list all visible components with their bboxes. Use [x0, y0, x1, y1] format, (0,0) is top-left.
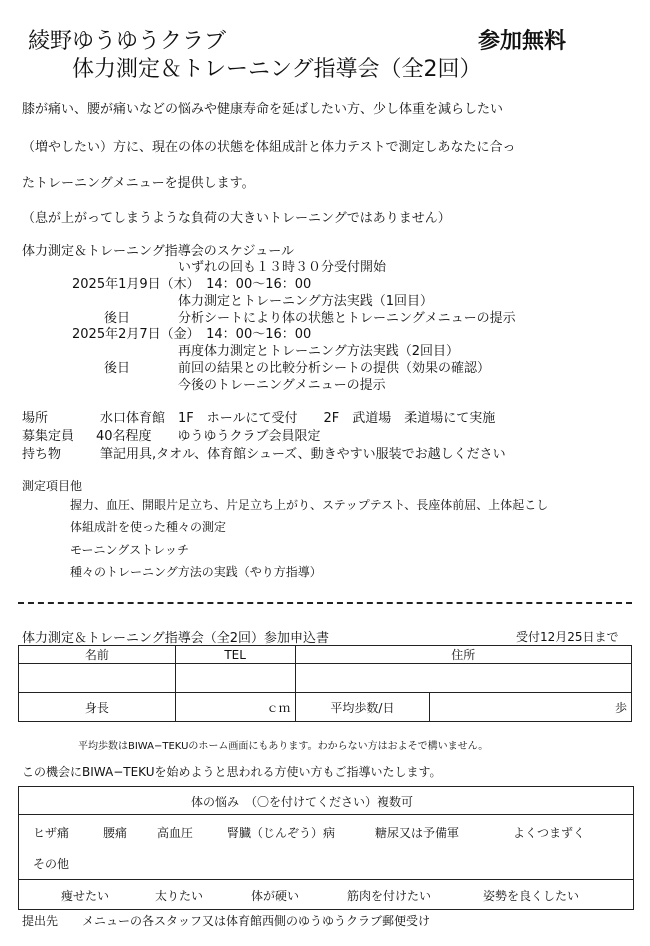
form-title: 体力測定＆トレーニング指導会（全2回）参加申込書: [22, 631, 330, 646]
concern-trip[interactable]: よくつまずく: [513, 826, 586, 840]
tel-field[interactable]: [175, 664, 295, 693]
measurements-line-4: 種々のトレーニング方法の実践（やり方指導）: [70, 565, 322, 579]
submit-info: 提出先 メニューの各スタッフ又は体育館西側のゆうゆうクラブ郵便受け: [22, 914, 431, 928]
intro-line-1: 膝が痛い、腰が痛いなどの悩みや健康寿命を延ばしたい方、少し体重を減らしたい: [22, 102, 504, 117]
concerns-box: [18, 786, 634, 910]
concern-muscle[interactable]: 筋肉を付けたい: [347, 889, 432, 903]
intro-line-3: たトレーニングメニューを提供します。: [22, 176, 255, 191]
height-field[interactable]: [175, 693, 295, 722]
place-value: 水口体育館 1F ホールにて受付 2F 武道場 柔道場にて実施: [100, 411, 496, 426]
application-form-table: [18, 645, 632, 722]
concern-back-pain[interactable]: 腰痛: [103, 826, 128, 840]
schedule-heading: 体力測定＆トレーニング指導会のスケジュール: [22, 244, 294, 259]
concern-stiff[interactable]: 体が硬い: [251, 889, 300, 903]
club-name: 綾野ゆうゆうクラブ: [28, 29, 227, 54]
steps-note: 平均歩数はBIWA−TEKUのホーム画面にもあります。わからない方はおよそで構いません。: [78, 741, 489, 752]
schedule-later-1-label: 後日: [104, 311, 131, 326]
header-name: 名前: [19, 646, 176, 664]
biwateku-note: この機会にBIWA−TEKUを始めようと思われる方使い方もご指導いたします。: [22, 765, 442, 779]
concern-other[interactable]: その他: [33, 857, 70, 871]
cut-line: [18, 602, 632, 604]
schedule-reception: いずれの回も１３時３０分受付開始: [178, 260, 387, 275]
schedule-date-1: 2025年1月9日（木） 14：00〜16：00: [72, 277, 312, 292]
steps-label: 平均歩数/日: [295, 693, 430, 722]
intro-note: （息が上がってしまうような負荷の大きいトレーニングではありません）: [22, 211, 451, 226]
intro-line-2: （増やしたい）方に、現在の体の状態を体組成計と体力テストで測定しあなたに合っ: [22, 140, 516, 155]
steps-field[interactable]: [430, 693, 632, 722]
free-badge: 参加無料: [478, 29, 567, 54]
schedule-later-1-desc: 分析シートにより体の状態とトレーニングメニューの提示: [178, 311, 516, 326]
concern-diabetes[interactable]: 糖尿又は予備軍: [375, 826, 460, 840]
header-address: 住所: [295, 646, 631, 664]
schedule-date-1-desc: 体力測定とトレーニング方法実践（1回目）: [178, 294, 434, 309]
concern-blood-pressure[interactable]: 高血圧: [157, 826, 194, 840]
height-unit: ｃｍ: [266, 700, 291, 715]
items-label: 持ち物: [22, 447, 62, 462]
concern-lose-weight[interactable]: 痩せたい: [61, 889, 110, 903]
schedule-later-2-desc-2: 今後のトレーニングメニューの提示: [178, 378, 386, 393]
measurements-line-1: 握力、血圧、開眼片足立ち、片足立ち上がり、ステップテスト、長座体前屈、上体起こし: [70, 498, 549, 512]
schedule-date-2: 2025年2月7日（金） 14：00〜16：00: [72, 327, 312, 342]
concern-gain-weight[interactable]: 太りたい: [155, 889, 204, 903]
measurements-line-2: 体組成計を使った種々の測定: [70, 520, 227, 534]
concern-posture[interactable]: 姿勢を良くしたい: [483, 889, 580, 903]
place-label: 場所: [22, 411, 49, 426]
capacity-value: 40名程度 ゆうゆうクラブ会員限定: [96, 429, 321, 444]
form-deadline: 受付12月25日まで: [516, 630, 619, 644]
height-label: 身長: [19, 693, 176, 722]
schedule-later-2-desc-1: 前回の結果との比較分析シートの提供（効果の確認）: [178, 361, 491, 376]
address-field[interactable]: [295, 664, 631, 693]
name-field[interactable]: [19, 664, 176, 693]
steps-unit: 歩: [614, 700, 627, 715]
concern-kidney[interactable]: 腎臓（じんぞう）病: [227, 826, 336, 840]
schedule-date-2-desc: 再度体力測定とトレーニング方法実践（2回目）: [178, 344, 460, 359]
schedule-later-2-label: 後日: [104, 361, 131, 376]
capacity-label: 募集定員: [22, 429, 75, 444]
measurements-line-3: モーニングストレッチ: [70, 543, 190, 557]
items-value: 筆記用具,タオル、体育館シューズ、動きやすい服装でお越しください: [100, 447, 506, 462]
header-tel: TEL: [175, 646, 295, 664]
measurements-heading: 測定項目他: [22, 479, 83, 493]
concern-hiza[interactable]: ヒザ痛: [33, 826, 70, 840]
page-title: 体力測定＆トレーニング指導会（全2回）: [72, 57, 482, 82]
concerns-heading: 体の悩み （〇を付けてください）複数可: [191, 795, 414, 809]
